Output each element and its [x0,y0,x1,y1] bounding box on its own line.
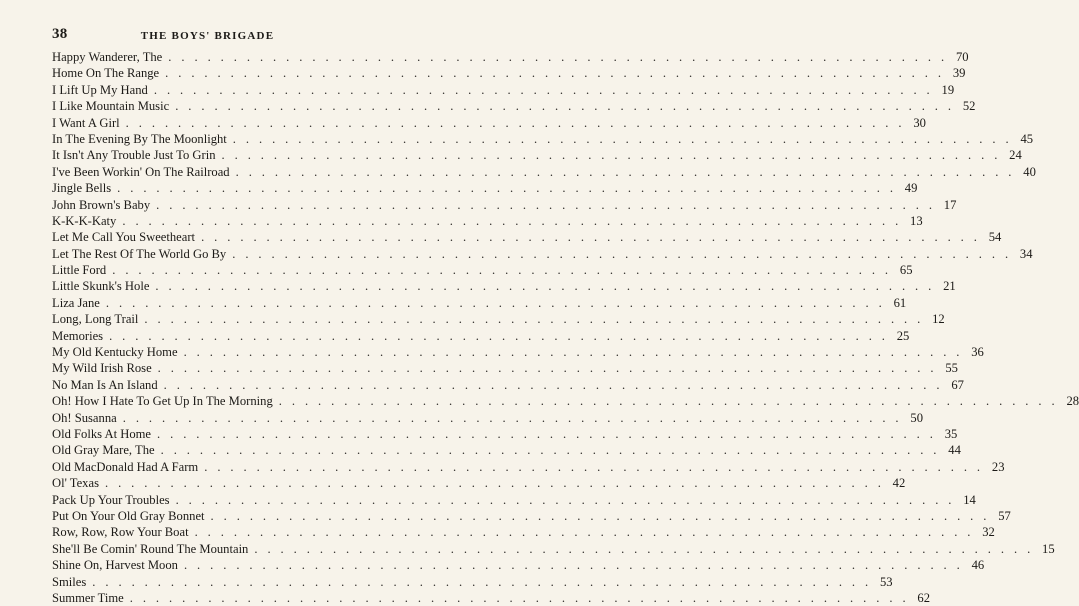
song-title: Memories [52,328,104,343]
page-ref: 62 [917,590,930,605]
dot-leader: . . . . . . . . . . . . . . . . . . . . . . . . . . . . . . . . . . . . . . . . . . . . . . . . . . . . . . . . . . . . [183,558,964,573]
dot-leader: . . . . . . . . . . . . . . . . . . . . . . . . . . . . . . . . . . . . . . . . . . . . . . . . . . . . . . . . . . . . [155,279,935,294]
index-entry [52,246,1033,262]
page-ref: 34 [1019,246,1033,261]
page-ref: 30 [913,115,926,130]
song-title: Shine On, Harvest Moon [52,558,178,573]
page-ref: 14 [963,492,976,507]
song-title: Little Ford [52,263,107,278]
dot-leader: . . . . . . . . . . . . . . . . . . . . . . . . . . . . . . . . . . . . . . . . . . . . . . . . . . . . . . . . . . . . [168,50,948,64]
index-entry [52,262,913,278]
page-ref: 45 [1020,131,1034,146]
index-entry [52,524,995,540]
dot-leader: . . . . . . . . . . . . . . . . . . . . . . . . . . . . . . . . . . . . . . . . . . . . . . . . . . . . . . . . . . . . [104,476,885,491]
page-ref: 32 [982,525,995,540]
index-entry [52,213,923,229]
index-entry [52,164,1036,180]
index-entry [52,360,958,376]
index-entry [52,311,945,327]
dot-leader: . . . . . . . . . . . . . . . . . . . . . . . . . . . . . . . . . . . . . . . . . . . . . . . . . . . . . . . . . . . . [232,246,1012,261]
song-title: It Isn't Any Trouble Just To Grin [52,148,216,163]
page-ref: 55 [945,361,958,376]
index-entry [52,574,893,590]
index-entry [52,328,910,344]
song-title: I Lift Up My Hand [52,82,148,97]
index-entry [52,541,1055,557]
song-title: My Wild Irish Rose [52,361,152,376]
page-ref: 50 [910,410,923,425]
index-entry [52,508,1011,524]
song-title: Pack Up Your Troubles [52,492,170,507]
page-ref: 13 [910,213,923,228]
dot-leader: . . . . . . . . . . . . . . . . . . . . . . . . . . . . . . . . . . . . . . . . . . . . . . . . . . . . . . . . . . . . [210,508,990,523]
dot-leader: . . . . . . . . . . . . . . . . . . . . . . . . . . . . . . . . . . . . . . . . . . . . . . . . . . . . . . . . . . . . [160,443,940,458]
index-entry [52,377,964,393]
song-title: Jingle Bells [52,181,112,196]
song-title: Smiles [52,574,87,589]
index-entry [52,278,956,294]
page-ref: 23 [991,459,1005,474]
dot-leader: . . . . . . . . . . . . . . . . . . . . . . . . . . . . . . . . . . . . . . . . . . . . . . . . . . . . . . . . . . . . [105,295,886,310]
page-ref: 70 [955,50,969,64]
dot-leader: . . . . . . . . . . . . . . . . . . . . . . . . . . . . . . . . . . . . . . . . . . . . . . . . . . . . . . . . . . . . [194,525,974,540]
song-title: Oh! How I Hate To Get Up In The Morning [52,394,273,409]
index-entry [52,442,961,458]
index-entry [52,229,1002,245]
dot-leader: . . . . . . . . . . . . . . . . . . . . . . . . . . . . . . . . . . . . . . . . . . . . . . . . . . . . . . . . . . . . [254,541,1034,556]
page-ref: 49 [904,181,918,196]
dot-leader: . . . . . . . . . . . . . . . . . . . . . . . . . . . . . . . . . . . . . . . . . . . . . . . . . . . . . . . . . . . . [109,328,889,343]
dot-leader: . . . . . . . . . . . . . . . . . . . . . . . . . . . . . . . . . . . . . . . . . . . . . . . . . . . . . . . . . . . . [183,345,963,360]
page-ref: 19 [941,82,955,97]
page-ref: 57 [998,508,1011,523]
page-header [52,26,363,46]
page-number: 38 [52,26,68,42]
dot-leader: . . . . . . . . . . . . . . . . . . . . . . . . . . . . . . . . . . . . . . . . . . . . . . . . . . . . . . . . . . . . [144,312,924,327]
index-entry [52,82,955,98]
page-ref: 17 [943,197,957,212]
dot-leader: . . . . . . . . . . . . . . . . . . . . . . . . . . . . . . . . . . . . . . . . . . . . . . . . . . . . . . . . . . . . [157,426,937,441]
page-ref: 54 [988,230,1002,245]
page-ref: 35 [944,426,958,441]
index-entry [52,459,1005,475]
index-entry [52,180,918,196]
page-ref: 52 [962,99,976,114]
song-title: In The Evening By The Moonlight [52,131,227,146]
song-title: Ol' Texas [52,476,99,491]
dot-leader: . . . . . . . . . . . . . . . . . . . . . . . . . . . . . . . . . . . . . . . . . . . . . . . . . . . . . . . . . . . . [232,131,1013,146]
dot-leader: . . . . . . . . . . . . . . . . . . . . . . . . . . . . . . . . . . . . . . . . . . . . . . . . . . . . . . . . . . . . [201,230,981,245]
song-title: My Old Kentucky Home [52,345,178,360]
page-ref: 15 [1042,541,1055,556]
song-title: Put On Your Old Gray Bonnet [52,508,205,523]
song-title: Oh! Susanna [52,410,117,425]
page-ref: 12 [932,312,945,327]
dot-leader: . . . . . . . . . . . . . . . . . . . . . . . . . . . . . . . . . . . . . . . . . . . . . . . . . . . . . . . . . . . . [112,263,892,278]
song-title: Home On The Range [52,66,160,81]
running-title: THE BOYS' BRIGADE [140,30,275,42]
page-ref: 24 [1009,148,1022,163]
index-entry [52,590,930,606]
index-entry [52,492,976,508]
dot-leader: . . . . . . . . . . . . . . . . . . . . . . . . . . . . . . . . . . . . . . . . . . . . . . . . . . . . . . . . . . . . [235,164,1015,179]
page-ref: 44 [948,443,961,458]
page-ref: 39 [952,66,966,81]
index-entry [52,557,985,573]
song-title: Let Me Call You Sweetheart [52,230,196,245]
song-title: I Want A Girl [52,115,120,130]
song-title: Let The Rest Of The World Go By [52,246,227,261]
index-entry [52,98,976,114]
song-title: John Brown's Baby [52,197,151,212]
song-title: Row, Row, Row Your Boat [52,525,189,540]
dot-leader: . . . . . . . . . . . . . . . . . . . . . . . . . . . . . . . . . . . . . . . . . . . . . . . . . . . . . . . . . . . . [129,590,909,605]
dot-leader: . . . . . . . . . . . . . . . . . . . . . . . . . . . . . . . . . . . . . . . . . . . . . . . . . . . . . . . . . . . . [175,99,955,114]
song-title: I've Been Workin' On The Railroad [52,164,230,179]
page-ref: 67 [951,377,964,392]
song-title: Little Skunk's Hole [52,279,150,294]
dot-leader: . . . . . . . . . . . . . . . . . . . . . . . . . . . . . . . . . . . . . . . . . . . . . . . . . . . . . . . . . . . . [117,181,897,196]
song-title: Old Gray Mare, The [52,443,155,458]
song-title: She'll Be Comin' Round The Mountain [52,541,249,556]
song-title: Long, Long Trail [52,312,139,327]
dot-leader: . . . . . . . . . . . . . . . . . . . . . . . . . . . . . . . . . . . . . . . . . . . . . . . . . . . . . . . . . . . . [153,82,934,97]
dot-leader: . . . . . . . . . . . . . . . . . . . . . . . . . . . . . . . . . . . . . . . . . . . . . . . . . . . . . . . . . . . . [92,574,872,589]
song-title: I Like Mountain Music [52,99,170,114]
song-title: Old MacDonald Had A Farm [52,459,199,474]
song-title: Happy Wanderer, The [52,50,163,64]
index-entry [52,65,966,81]
index-entry [52,475,906,491]
page-ref: 36 [971,345,984,360]
index-entry [52,393,1079,409]
page-ref: 46 [971,558,985,573]
index-entry [52,426,958,442]
dot-leader: . . . . . . . . . . . . . . . . . . . . . . . . . . . . . . . . . . . . . . . . . . . . . . . . . . . . . . . . . . . . [156,197,936,212]
index-entry [52,49,969,65]
index-entry [52,295,907,311]
dot-leader: . . . . . . . . . . . . . . . . . . . . . . . . . . . . . . . . . . . . . . . . . . . . . . . . . . . . . . . . . . . . [165,66,945,81]
dot-leader: . . . . . . . . . . . . . . . . . . . . . . . . . . . . . . . . . . . . . . . . . . . . . . . . . . . . . . . . . . . . [125,115,905,130]
dot-leader: . . . . . . . . . . . . . . . . . . . . . . . . . . . . . . . . . . . . . . . . . . . . . . . . . . . . . . . . . . . . [122,410,902,425]
page-ref: 65 [899,263,913,278]
song-title: K-K-K-Katy [52,213,117,228]
page-ref: 61 [893,295,907,310]
page-ref: 21 [943,279,956,294]
dot-leader: . . . . . . . . . . . . . . . . . . . . . . . . . . . . . . . . . . . . . . . . . . . . . . . . . . . . . . . . . . . . [175,492,955,507]
dot-leader: . . . . . . . . . . . . . . . . . . . . . . . . . . . . . . . . . . . . . . . . . . . . . . . . . . . . . . . . . . . . [221,148,1001,163]
dot-leader: . . . . . . . . . . . . . . . . . . . . . . . . . . . . . . . . . . . . . . . . . . . . . . . . . . . . . . . . . . . . [278,394,1059,409]
dot-leader: . . . . . . . . . . . . . . . . . . . . . . . . . . . . . . . . . . . . . . . . . . . . . . . . . . . . . . . . . . . . [122,213,902,228]
song-index [52,49,1079,606]
dot-leader: . . . . . . . . . . . . . . . . . . . . . . . . . . . . . . . . . . . . . . . . . . . . . . . . . . . . . . . . . . . . [163,377,943,392]
index-entry [52,344,984,360]
page-ref: 53 [879,574,893,589]
index-entry [52,115,926,131]
page-ref: 40 [1023,164,1036,179]
index-entry [52,410,923,426]
index-entry [52,131,1034,147]
index-entry [52,147,1022,163]
song-title: Old Folks At Home [52,426,152,441]
dot-leader: . . . . . . . . . . . . . . . . . . . . . . . . . . . . . . . . . . . . . . . . . . . . . . . . . . . . . . . . . . . . [157,361,937,376]
page-ref: 28 [1066,394,1079,409]
dot-leader: . . . . . . . . . . . . . . . . . . . . . . . . . . . . . . . . . . . . . . . . . . . . . . . . . . . . . . . . . . . . [204,459,984,474]
page-ref: 42 [892,476,906,491]
song-title: No Man Is An Island [52,377,158,392]
page-ref: 25 [896,328,910,343]
song-title: Summer Time [52,590,124,605]
index-entry [52,197,957,213]
song-title: Liza Jane [52,295,100,310]
